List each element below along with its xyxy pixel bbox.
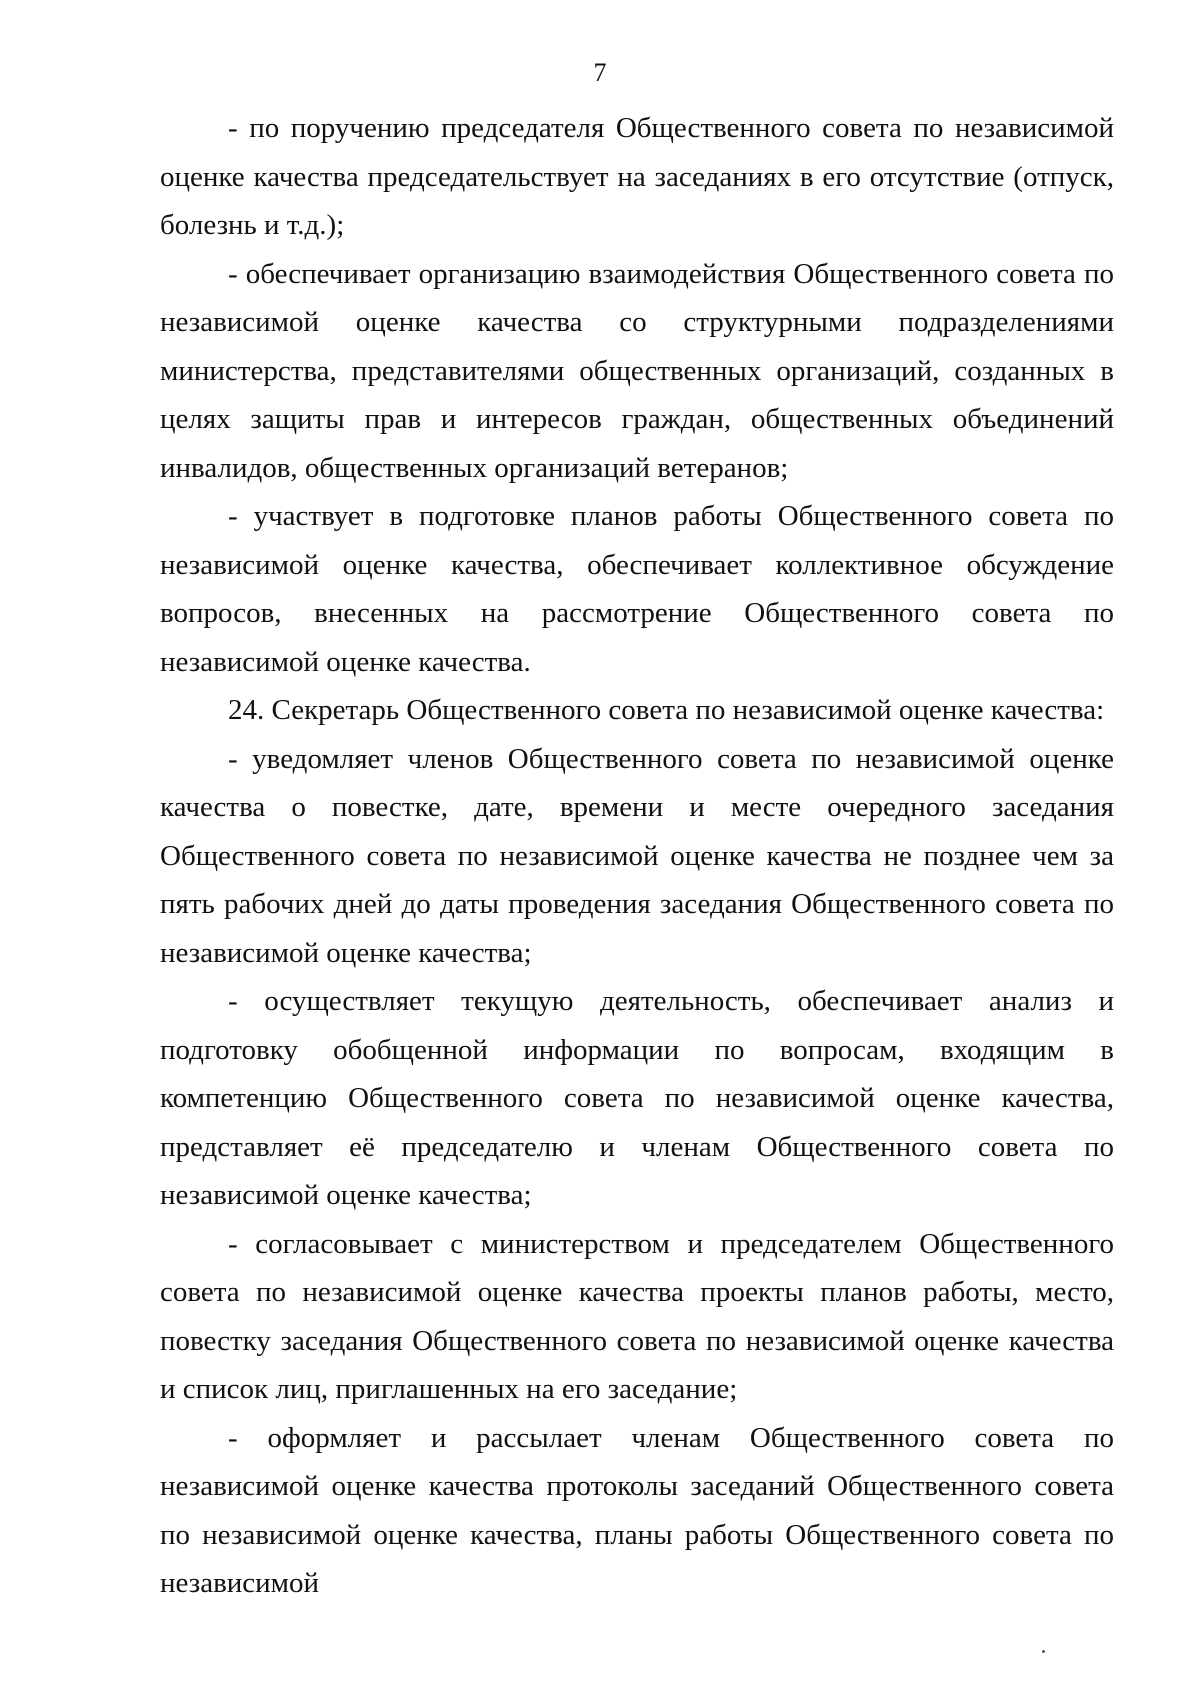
paragraph-work-plans: - участвует в подготовке планов работы Общественного совета по независимой оценке качества, обеспечивает коллективное обсуждение вопросов, внесенных на рассмотрение Общественного совета по независимой оценке качества. — [160, 500, 1114, 678]
paragraph-secretary-heading: 24. Секретарь Общественного совета по независимой оценке качества: — [228, 694, 1105, 726]
scan-speck — [1042, 1650, 1045, 1653]
paragraph-notify-members: - уведомляет членов Общественного совета по независимой оценке качества о повестке, дате, времени и месте очередного заседания Общественного совета по независимой оценке качества не позднее чем за пять рабочих дней до даты проведения заседания Общественного совета по независимой оценке качества; — [160, 742, 1114, 969]
paragraph-protocols: - оформляет и рассылает членам Общественного совета по независимой оценке качества протоколы заседаний Общественного совета по независимой оценке качества, планы работы Общественного совета по независимой — [160, 1421, 1114, 1599]
paragraph-chair-duties: - по поручению председателя Общественного совета по независимой оценке качества председательствует на заседаниях в его отсутствие (отпуск, болезнь и т.д.); — [160, 112, 1114, 241]
paragraph-interaction-organization: - обеспечивает организацию взаимодействия Общественного совета по независимой оценке качества со структурными подразделениями министерства, представителями общественных организаций, созданных в целях защиты прав и интересов граждан, общественных объединений инвалидов, общественных организаций ветеранов; — [160, 257, 1114, 484]
page-number: 7 — [593, 58, 607, 87]
paragraph-coordination: - согласовывает с министерством и председателем Общественного совета по независимой оценке качества проекты планов работы, место, повестку заседания Общественного совета по независимой оценке качества и список лиц, приглашенных на его заседание; — [160, 1227, 1114, 1405]
paragraph-current-activity: - осуществляет текущую деятельность, обеспечивает анализ и подготовку обобщенной информации по вопросам, входящим в компетенцию Общественного совета по независимой оценке качества, представляет её председателю и членам Общественного совета по независимой оценке качества; — [160, 985, 1114, 1211]
document-body — [160, 104, 1114, 1608]
